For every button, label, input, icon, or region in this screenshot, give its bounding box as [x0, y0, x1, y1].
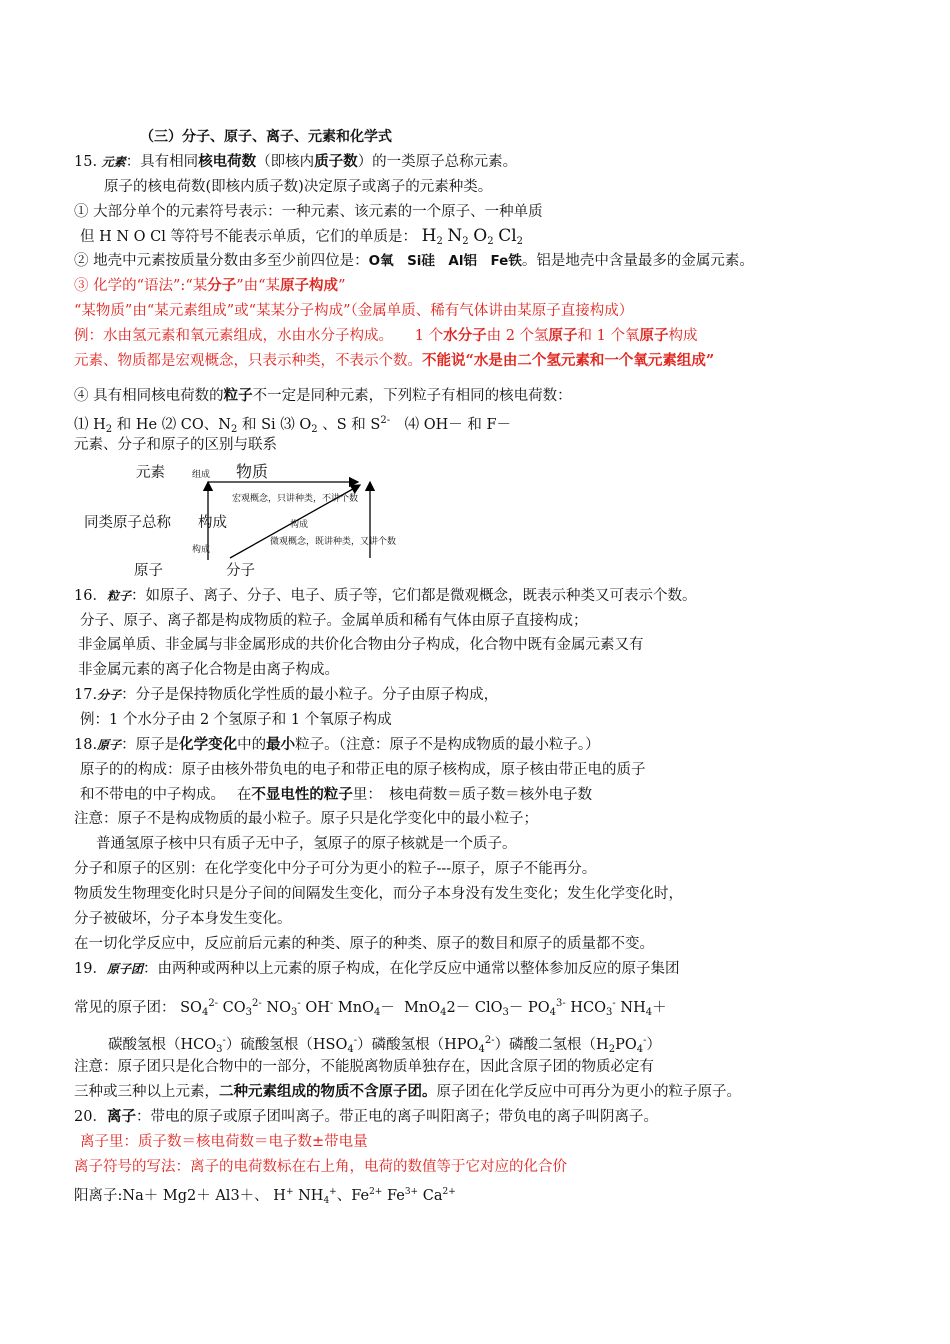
text: ）磷酸氢根（HPO [357, 1037, 479, 1053]
superscript: - [643, 1035, 647, 1046]
item-20-line3: 离子符号的写法：离子的电荷数标在右上角，电荷的数值等于它对应的化合价 [74, 1159, 567, 1175]
formula: MnO [337, 1000, 374, 1016]
formula: N [447, 226, 463, 246]
superscript: - [353, 1035, 358, 1046]
formula: ClO [474, 1000, 503, 1016]
item-15-line9 [74, 352, 714, 370]
charge: 3＋ [230, 1188, 255, 1204]
text: ” [338, 278, 346, 294]
text-bold: 不能说“水是由二个氢元素和一个氧元素组成” [422, 352, 715, 369]
term-atom: 原子 [97, 738, 122, 752]
formula: MnO [404, 1000, 441, 1016]
subscript: 2 [105, 424, 113, 435]
text: ）的一类原子总称元素。 [357, 154, 518, 170]
text: － [448, 417, 463, 433]
text-bold: 原子 [548, 327, 578, 344]
text-bold: 最小 [266, 736, 296, 753]
item-20-line2: 离子里：质子数＝核电荷数＝电子数±带电量 [80, 1134, 368, 1150]
item-15-line4 [80, 227, 523, 251]
text: 元素、物质都是宏观概念，只表示种类，不表示个数。 [74, 353, 422, 369]
item-18-line1 [74, 736, 600, 754]
term-ion: 离子 [106, 1108, 136, 1125]
superscript: - [297, 998, 301, 1009]
item-19-line4 [74, 1083, 741, 1101]
item-19-names [108, 1032, 661, 1059]
subscript: 4 [323, 1196, 330, 1206]
item-15-line10 [74, 387, 572, 405]
subscript: 3 [290, 1007, 298, 1018]
term-molecule: 分子 [97, 688, 122, 702]
term-atom-group: 原子团 [106, 962, 143, 976]
subscript: 4 [636, 1044, 644, 1055]
item-15-line5 [74, 252, 754, 270]
formula: Cl [498, 226, 517, 246]
text: 粒子。（注意：原子不是构成物质的最小粒子。） [295, 737, 600, 753]
subscript: 3 [606, 1007, 613, 1018]
text: ：由两种或两种以上元素的原子构成，在化学反应中通常以整体参加反应的原子集团 [142, 961, 680, 977]
charge: ＋ [652, 1000, 667, 1016]
text: － [496, 417, 512, 433]
item-18-line4: 注意：原子不是构成物质的最小粒子。原子只是化学变化中的最小粒子； [74, 811, 538, 827]
text: ⑴ H [74, 417, 106, 433]
text: 里： 核电荷数＝质子数＝核外电子数 [352, 787, 593, 803]
text-bold: 原子 [639, 327, 669, 344]
subscript: 2 [516, 236, 524, 247]
item-18-line8: 分子被破坏，分子本身发生变化。 [74, 911, 292, 927]
formula: HCO [570, 1000, 606, 1016]
superscript: 2- [208, 998, 219, 1009]
text: 和 1 个氧 [577, 328, 640, 344]
diagram-same-atoms: 同类原子总称 [84, 515, 171, 531]
item-16-line2: 分子、原子、离子都是构成物质的粒子。金属单质和稀有气体由原子直接构成； [80, 613, 588, 629]
superscript: - [612, 998, 616, 1009]
text-bold: 原子构成 [280, 277, 339, 294]
diagram-atom: 原子 [134, 563, 163, 579]
charge: ＋ [143, 1188, 159, 1204]
superscript: - [222, 1035, 226, 1046]
text-bold: 粒子 [223, 387, 253, 404]
text-bold: O氧 Si硅 Al铝 Fe铁 [368, 253, 522, 269]
text: 、 [254, 1188, 269, 1204]
item-18-line6: 分子和原子的区别：在化学变化中分子可分为更小的粒子---原子，原子不能再分。 [74, 861, 597, 877]
text-bold: 化学变化 [179, 736, 238, 753]
subscript: 3 [216, 1044, 223, 1055]
superscript: 2- [252, 998, 262, 1009]
superscript: + [285, 1187, 294, 1197]
formula: Fe [386, 1188, 405, 1204]
text-bold: 分子 [207, 277, 237, 294]
text: 阳离子: [74, 1188, 123, 1204]
formula: PO [527, 1000, 550, 1016]
item-15-line3: ① 大部分单个的元素符号表示：一种元素、该元素的一个原子、一种单质 [74, 204, 543, 220]
formula: NO [266, 1000, 291, 1016]
formula: H [421, 226, 437, 246]
charge: 2＋ [186, 1188, 211, 1204]
text: ）硫酸氢根（HSO [225, 1037, 348, 1053]
formula: CO [222, 1000, 246, 1016]
text: 不一定是同种元素，下列粒子有相同的核电荷数： [252, 388, 572, 404]
item-number: 19． [74, 961, 107, 977]
item-number: 18. [74, 737, 98, 753]
item-15-line6 [74, 277, 345, 295]
diagram-macro: 宏观概念，只讲种类，不讲个数 [232, 494, 359, 504]
text: ）磷酸二氢根（H [494, 1037, 609, 1053]
subscript: 2 [608, 1044, 616, 1055]
item-15-line7: “某物质”由“某元素组成”或“某某分子构成”（金属单质、稀有气体讲由某原子直接构成） [74, 303, 634, 319]
text: ④ 具有相同核电荷数的 [74, 388, 224, 404]
text-bold: 水分子 [443, 327, 487, 344]
diagram-element: 元素 [136, 465, 165, 481]
formula: Fe [351, 1188, 370, 1204]
text: 和不带电的中子构成。 在 [80, 787, 252, 803]
charge: － [508, 1000, 524, 1016]
text: 、S 和 S [317, 417, 381, 433]
diagram-molecule: 分子 [226, 563, 255, 579]
formula: SO [180, 1000, 202, 1016]
item-17-line1 [74, 686, 498, 704]
text: 和 He ⑵ CO、N [112, 417, 231, 433]
subscript: 4 [478, 1044, 485, 1055]
item-15-line12: 元素、分子和原子的区别与联系 [74, 437, 277, 453]
item-18-line2: 原子的的构成：原子由核外带负电的电子和带正电的原子核构成，原子核由带正电的质子 [80, 762, 646, 778]
item-18-line3 [80, 786, 592, 804]
item-15-line2: 原子的核电荷数(即核内质子数)决定原子或离子的元素种类。 [104, 179, 493, 195]
text: 常见的原子团： [74, 1000, 176, 1016]
text: 。铝是地壳中含量最多的金属元素。 [521, 253, 754, 269]
formula: H [273, 1188, 286, 1204]
subscript: 4 [373, 1007, 381, 1018]
subscript: 2 [311, 424, 318, 435]
text: 原子团在化学反应中可再分为更小的粒子原子。 [436, 1084, 741, 1100]
formula: NH [620, 1000, 646, 1016]
text: ：如原子、离子、分子、电子、质子等，它们都是微观概念，既表示种类又可表示个数。 [130, 588, 697, 604]
item-15-line11 [74, 412, 511, 439]
item-15-line1 [74, 153, 517, 171]
subscript: 2 [436, 236, 443, 247]
superscript: - [329, 998, 334, 1009]
text: 但 H N O Cl 等符号不能表示单质，它们的单质是： [80, 229, 417, 245]
item-20-line1 [74, 1108, 658, 1126]
superscript: 2- [380, 415, 391, 426]
formula: Mg [162, 1188, 187, 1204]
item-19-line3: 注意：原子团只是化合物中的一部分，不能脱离物质单独存在，因此含原子团的物质必定有 [74, 1059, 654, 1075]
subscript: 4 [440, 1007, 447, 1018]
superscript: 2+ [369, 1187, 383, 1197]
text-bold: 质子数 [314, 153, 358, 170]
diagram-constitute-3: 构成 [192, 545, 211, 555]
text: 和 F [462, 417, 497, 433]
item-17-line2: 例：1 个水分子由 2 个氢原子和 1 个氧原子构成 [80, 712, 392, 728]
superscript: + [329, 1187, 337, 1197]
item-16-line3: 非金属单质、非金属与非金属形成的共价化合物由分子构成，化合物中既有金属元素又有 [78, 637, 644, 653]
text: （即核内 [256, 154, 315, 170]
diagram-substance: 物质 [236, 462, 269, 481]
text: 构成 [668, 328, 698, 344]
formula: Ca [422, 1188, 443, 1204]
text: 碳酸氢根（HCO [108, 1037, 217, 1053]
item-16-line1 [74, 587, 696, 605]
relation-diagram [70, 455, 490, 585]
item-number: 16． [74, 588, 107, 604]
item-18-line9: 在一切化学反应中，反应前后元素的种类、原子的种类、原子的数目和原子的质量都不变。 [74, 936, 654, 952]
superscript: 3+ [404, 1187, 419, 1197]
subscript: 3 [245, 1007, 253, 1018]
formula: Al [215, 1188, 231, 1204]
diagram-micro: 微观概念，既讲种类，又讲个数 [270, 537, 397, 547]
text: ③ 化学的“语法”:“某 [74, 278, 208, 294]
term-particle: 粒子 [106, 589, 131, 603]
text: 三种或三种以上元素， [74, 1084, 219, 1100]
subscript: 4 [549, 1007, 556, 1018]
subscript: 2 [487, 236, 494, 247]
formula: OH [305, 1000, 330, 1016]
section-title: （三）分子、原子、离子、元素和化学式 [140, 129, 392, 145]
text-bold: 二种元素组成的物质不含原子团。 [219, 1083, 437, 1100]
text: ：分子是保持物质化学性质的最小粒子。分子由原子构成， [121, 687, 499, 703]
text: 由 2 个氢 [486, 328, 549, 344]
subscript: 2 [462, 236, 469, 247]
superscript: 3- [556, 998, 566, 1009]
superscript: 2+ [442, 1187, 456, 1197]
subscript: 4 [347, 1044, 354, 1055]
formula: O [473, 226, 488, 246]
item-16-line4: 非金属元素的离子化合物是由离子构成。 [78, 662, 339, 678]
item-18-line7: 物质发生物理变化时只是分子间的间隔发生变化，而分子本身没有发生变化；发生化学变化时， [74, 886, 683, 902]
text: ：具有相同 [125, 154, 199, 170]
formula: NH [298, 1188, 324, 1204]
item-number: 15. [74, 154, 98, 170]
item-19-line1 [74, 960, 679, 978]
diagram-compose: 组成 [192, 470, 211, 480]
text: 、 [336, 1188, 352, 1204]
text: ） [646, 1037, 662, 1053]
text-bold: 核电荷数 [198, 153, 257, 170]
text: ② 地壳中元素按质量分数由多至少前四位是： [74, 253, 369, 269]
term-element: 元素 [101, 155, 126, 169]
diagram-constitute-1: 构成 [198, 515, 227, 531]
superscript: 2- [484, 1035, 495, 1046]
subscript: 2 [230, 424, 238, 435]
subscript: 4 [645, 1007, 653, 1018]
subscript: 4 [201, 1007, 209, 1018]
text-bold: 不显电性的粒子 [251, 786, 353, 803]
item-number: 20． [74, 1109, 107, 1125]
text: 和 Si ⑶ O [237, 417, 312, 433]
diagram-constitute-2: 构成 [290, 520, 309, 530]
item-15-line8 [74, 327, 698, 345]
item-18-line5: 普通氢原子核中只有质子无中子，氢原子的原子核就是一个质子。 [96, 836, 517, 852]
text: 中的 [237, 737, 267, 753]
text: ：带电的原子或原子团叫离子。带正电的离子叫阳离子；带负电的离子叫阴离子。 [135, 1109, 658, 1125]
text: ：原子是 [121, 737, 180, 753]
item-number: 17. [74, 687, 98, 703]
text: ⑷ OH [390, 417, 449, 433]
text: PO [615, 1037, 637, 1053]
text: ”由“某 [236, 278, 281, 294]
charge: － [380, 1000, 395, 1016]
formula: Na [122, 1188, 144, 1204]
text: 例：水由氢元素和氧元素组成，水由水分子构成。 1 个 [74, 328, 444, 344]
item-19-groups [74, 995, 667, 1022]
item-20-cations [74, 1183, 456, 1210]
subscript: 3 [502, 1007, 509, 1018]
charge: 2－ [446, 1000, 471, 1016]
